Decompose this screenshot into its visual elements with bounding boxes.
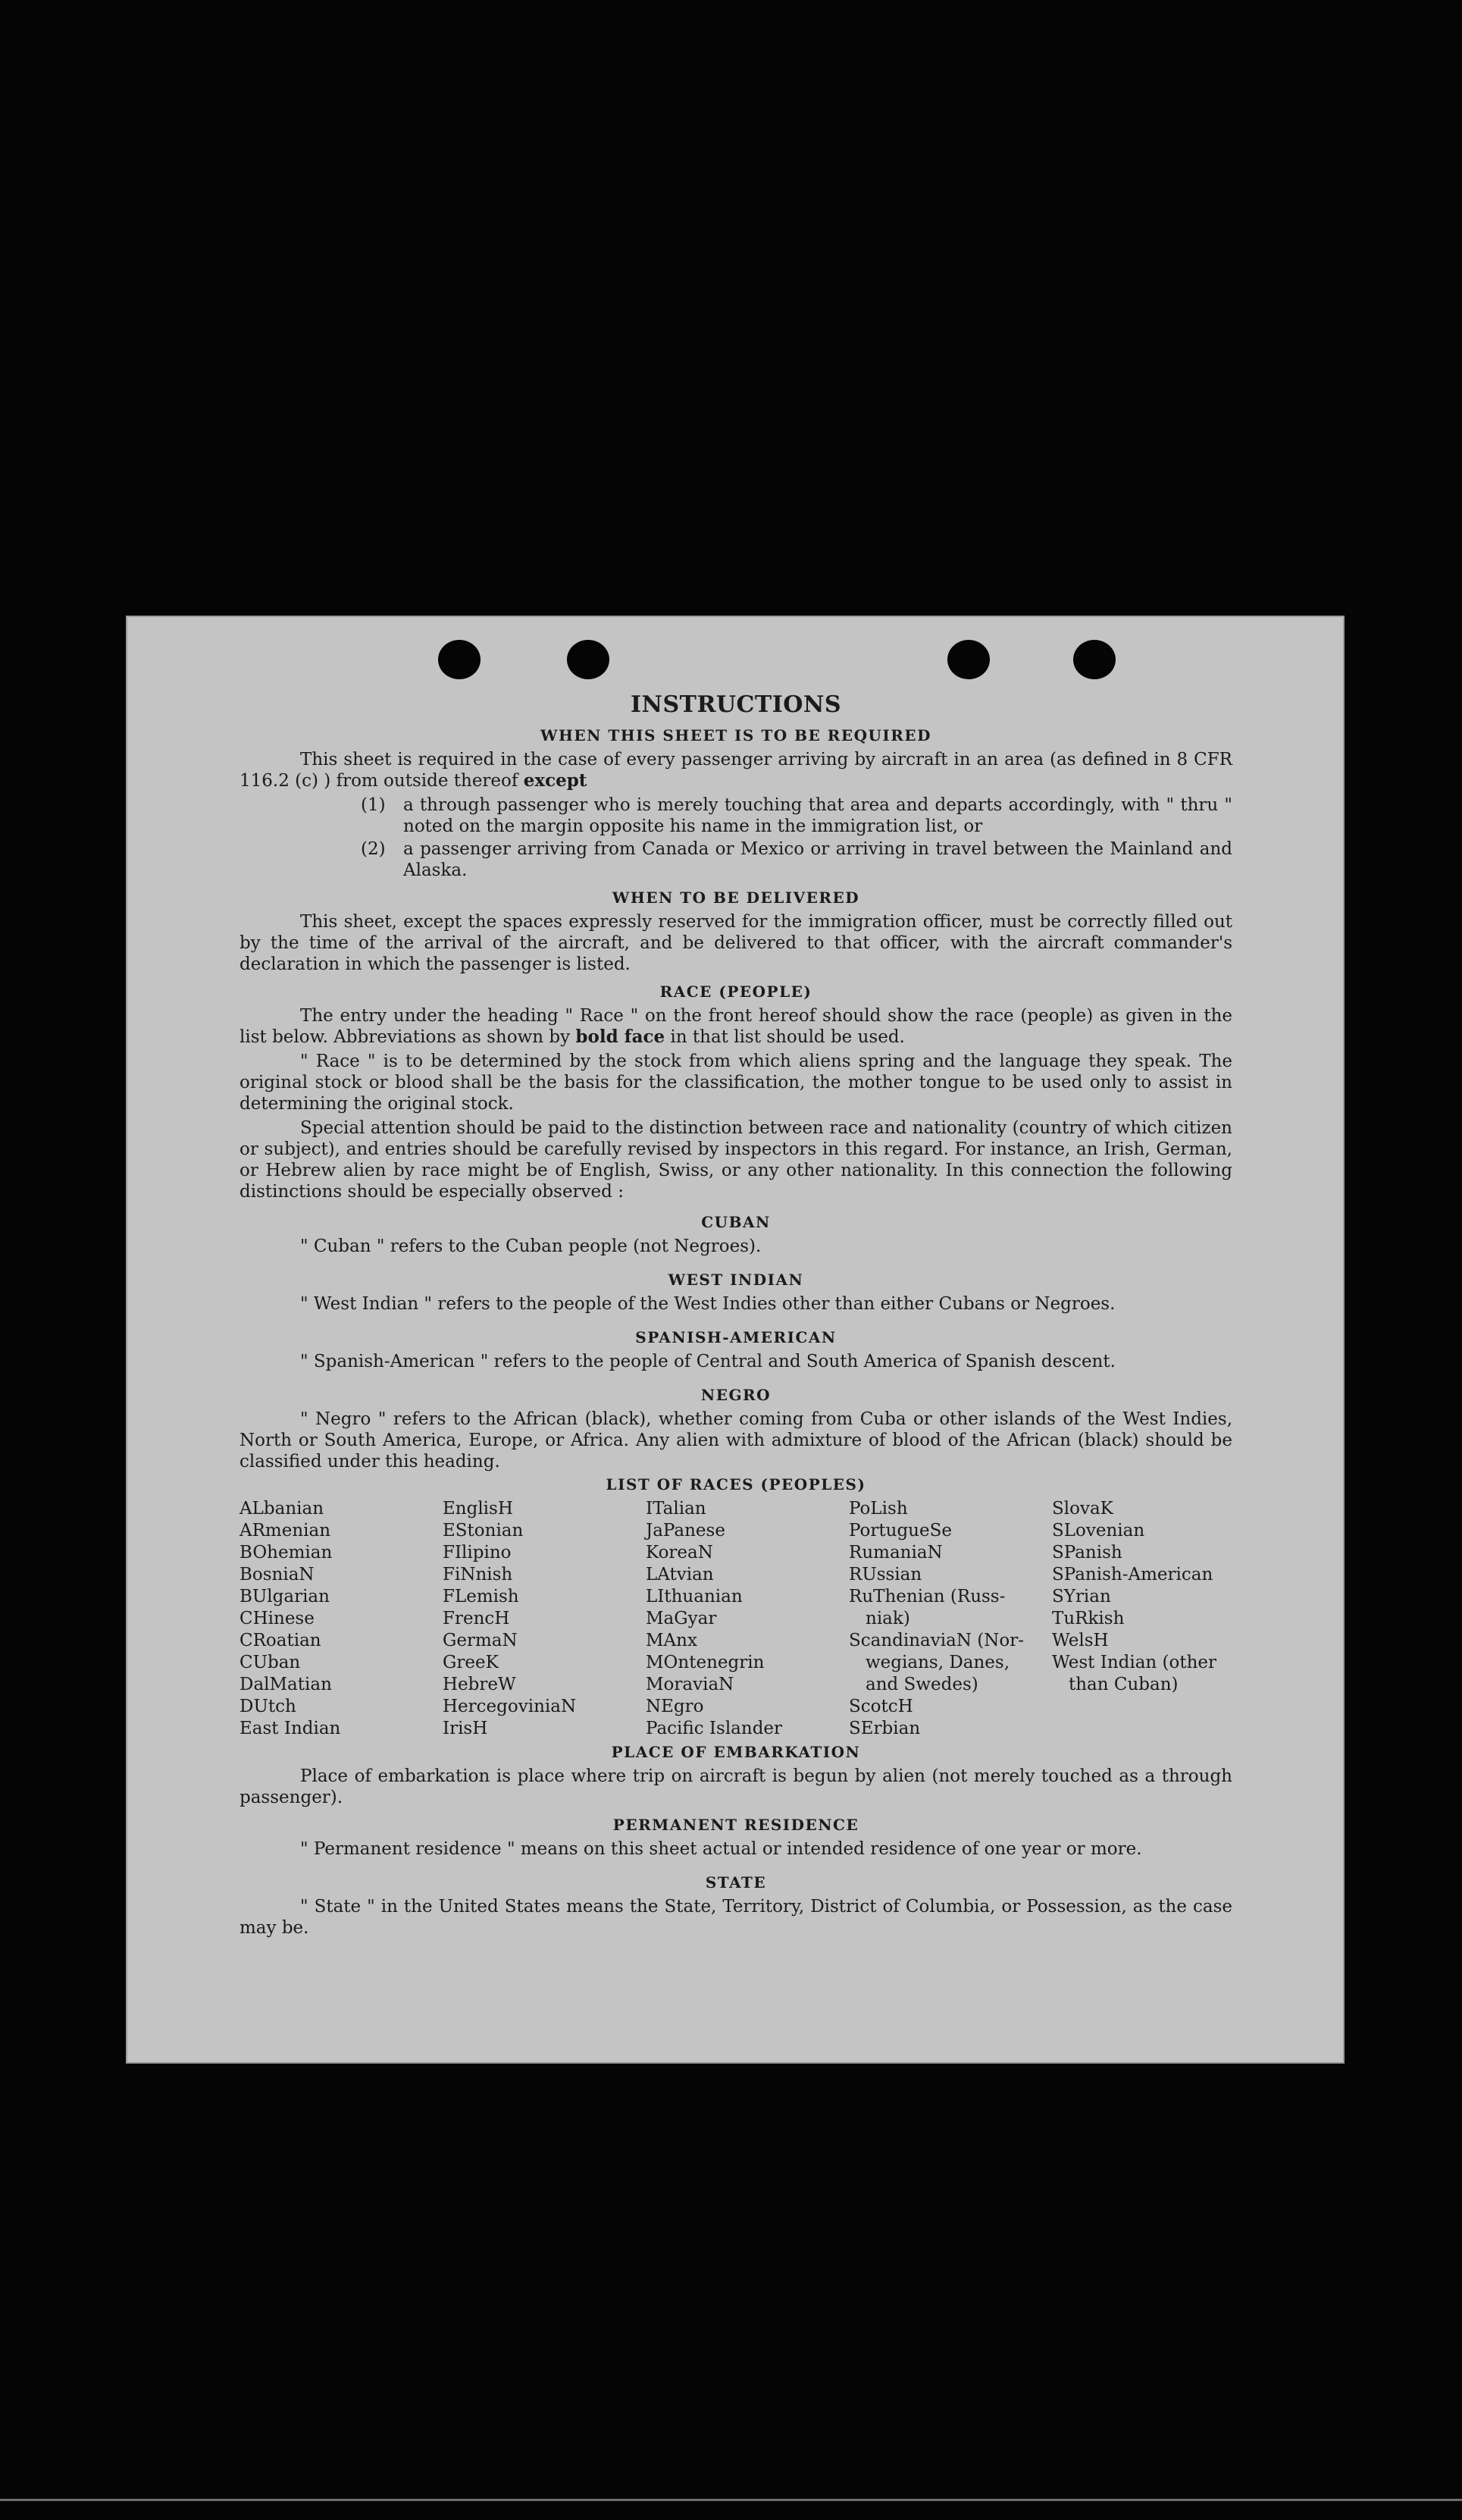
race-entry: SPanish (1052, 1543, 1122, 1562)
race-entry: LAtvian (646, 1565, 714, 1584)
heading-west-indian: WEST INDIAN (668, 1271, 804, 1289)
race-entry: MaGyar (646, 1609, 717, 1628)
race-entry: LIthuanian (646, 1587, 743, 1606)
state-text: " State " in the United States means the State, Territory, District of Columbia, or Possession, as the case may be. (239, 1897, 1232, 1938)
race-entry: than Cuban) (1069, 1675, 1179, 1694)
race-entry: GermaN (443, 1631, 518, 1650)
punch-hole (438, 640, 481, 679)
scan-edge-line (0, 2499, 1462, 2501)
sheet-content (239, 691, 1232, 1942)
race-entry: NEgro (646, 1697, 704, 1716)
race-entry: FiNnish (443, 1565, 513, 1584)
race-entry: RuThenian (Russ- (849, 1587, 1006, 1606)
races-column-3 (646, 1498, 849, 1740)
race-entry: East Indian (239, 1719, 341, 1738)
race-entry: HebreW (443, 1675, 516, 1694)
page-title: INSTRUCTIONS (631, 691, 841, 718)
required-item-1: (1) a through passenger who is merely touching that area and departs accordingly, with " thru " noted on the margin opposite his name in the immigration list, or (361, 795, 1232, 836)
race-entry: IrisH (443, 1719, 488, 1738)
race-entry: PortugueSe (849, 1521, 952, 1541)
races-list (239, 1498, 1232, 1740)
race-entry: DalMatian (239, 1675, 332, 1694)
race-entry: JaPanese (646, 1521, 725, 1541)
race-entry: niak) (866, 1609, 910, 1628)
required-intro: This sheet is required in the case of every passenger arriving by aircraft in an area (as defined in 8 CFR 116.2 (c) ) from outside thereof except (239, 750, 1232, 791)
race-entry: SlovaK (1052, 1499, 1113, 1519)
race-entry: FLemish (443, 1587, 519, 1606)
race-paragraph-3: Special attention should be paid to the distinction between race and nationality (country of which citizen or subject), and entries should be carefully revised by inspectors in this regard. For instance, an Irish, German, or Hebrew alien by race might be of English, Swiss, or any other nationality. In this connection the following distinctions should be especially observed : (239, 1118, 1232, 1202)
heading-permanent-residence: PERMANENT RESIDENCE (612, 1816, 859, 1834)
race-entry: CRoatian (239, 1631, 321, 1650)
race-entry: MoraviaN (646, 1675, 734, 1694)
required-item-2: (2) a passenger arriving from Canada or Mexico or arriving in travel between the Mainland and Alaska. (361, 839, 1232, 880)
race-entry: HercegoviniaN (443, 1697, 577, 1716)
heading-list-of-races: LIST OF RACES (PEOPLES) (606, 1475, 866, 1494)
race-entry: and Swedes) (866, 1675, 978, 1694)
race-entry: EnglisH (443, 1499, 513, 1519)
race-entry: RUssian (849, 1565, 922, 1584)
negro-text: " Negro " refers to the African (black), whether coming from Cuba or other islands of the West Indies, North or South America, Europe, or Africa. Any alien with admixture of blood of the African (black) should be classified under this heading. (239, 1409, 1232, 1472)
race-paragraph-2: " Race " is to be determined by the stock from which aliens spring and the language they speak. The original stock or blood shall be the basis for the classification, the mother tongue to be used only to assist in determining the original stock. (239, 1052, 1232, 1114)
punch-hole (1073, 640, 1116, 679)
race-entry: ScotcH (849, 1697, 913, 1716)
heading-race: RACE (PEOPLE) (659, 983, 812, 1001)
races-column-4 (849, 1498, 1052, 1740)
race-paragraph-1: The entry under the heading " Race " on the front hereof should show the race (people) as given in the list below. Abbreviations as shown by bold face in that list should be used. (239, 1006, 1232, 1047)
instruction-sheet (126, 616, 1345, 2064)
race-entry: CUban (239, 1653, 301, 1672)
race-entry: PoLish (849, 1499, 908, 1519)
punch-hole (567, 640, 609, 679)
race-entry: West Indian (other (1052, 1653, 1217, 1672)
embarkation-text: Place of embarkation is place where trip on aircraft is begun by alien (not merely touched as a through passenger). (239, 1766, 1232, 1807)
spanish-american-text: " Spanish-American " refers to the people of Central and South America of Spanish descent. (300, 1352, 1116, 1371)
heading-when-delivered: WHEN TO BE DELIVERED (612, 889, 860, 907)
race-entry: MAnx (646, 1631, 697, 1650)
races-column-5 (1052, 1498, 1232, 1740)
race-entry: MOntenegrin (646, 1653, 765, 1672)
heading-embarkation: PLACE OF EMBARKATION (611, 1743, 861, 1761)
heading-cuban: CUBAN (701, 1213, 771, 1231)
punch-hole (947, 640, 990, 679)
race-entry: FIlipino (443, 1543, 512, 1562)
heading-state: STATE (705, 1873, 767, 1892)
delivered-text: This sheet, except the spaces expressly reserved for the immigration officer, must be correctly filled out by the time of the arrival of the aircraft, and be delivered to that officer, with the aircraft commander's declaration in which the passenger is listed. (239, 912, 1232, 974)
race-entry: WelsH (1052, 1631, 1109, 1650)
race-entry: EStonian (443, 1521, 524, 1541)
race-entry: BosniaN (239, 1565, 315, 1584)
race-entry: ScandinaviaN (Nor- (849, 1631, 1024, 1650)
cuban-text: " Cuban " refers to the Cuban people (not Negroes). (300, 1236, 762, 1256)
race-entry: FrencH (443, 1609, 510, 1628)
races-column-1 (239, 1498, 443, 1740)
race-entry: SPanish-American (1052, 1565, 1213, 1584)
race-entry: TuRkish (1052, 1609, 1125, 1628)
race-entry: SLovenian (1052, 1521, 1145, 1541)
heading-spanish-american: SPANISH-AMERICAN (635, 1328, 837, 1346)
race-entry: DUtch (239, 1697, 296, 1716)
races-column-2 (443, 1498, 646, 1740)
race-entry: BUlgarian (239, 1587, 330, 1606)
race-entry: CHinese (239, 1609, 315, 1628)
race-entry: RumaniaN (849, 1543, 943, 1562)
race-entry: ARmenian (239, 1521, 331, 1541)
race-entry: Pacific Islander (646, 1719, 783, 1738)
west-indian-text: " West Indian " refers to the people of the West Indies other than either Cubans or Negroes. (300, 1294, 1116, 1314)
heading-negro: NEGRO (700, 1386, 772, 1404)
race-entry: GreeK (443, 1653, 499, 1672)
race-entry: ALbanian (239, 1499, 324, 1519)
residence-text: " Permanent residence " means on this sheet actual or intended residence of one year or more. (300, 1839, 1142, 1859)
race-entry: wegians, Danes, (866, 1653, 1010, 1672)
race-entry: KoreaN (646, 1543, 713, 1562)
race-entry: BOhemian (239, 1543, 333, 1562)
race-entry: SYrian (1052, 1587, 1111, 1606)
race-entry: SErbian (849, 1719, 921, 1738)
heading-when-required: WHEN THIS SHEET IS TO BE REQUIRED (540, 726, 931, 744)
race-entry: ITalian (646, 1499, 706, 1519)
